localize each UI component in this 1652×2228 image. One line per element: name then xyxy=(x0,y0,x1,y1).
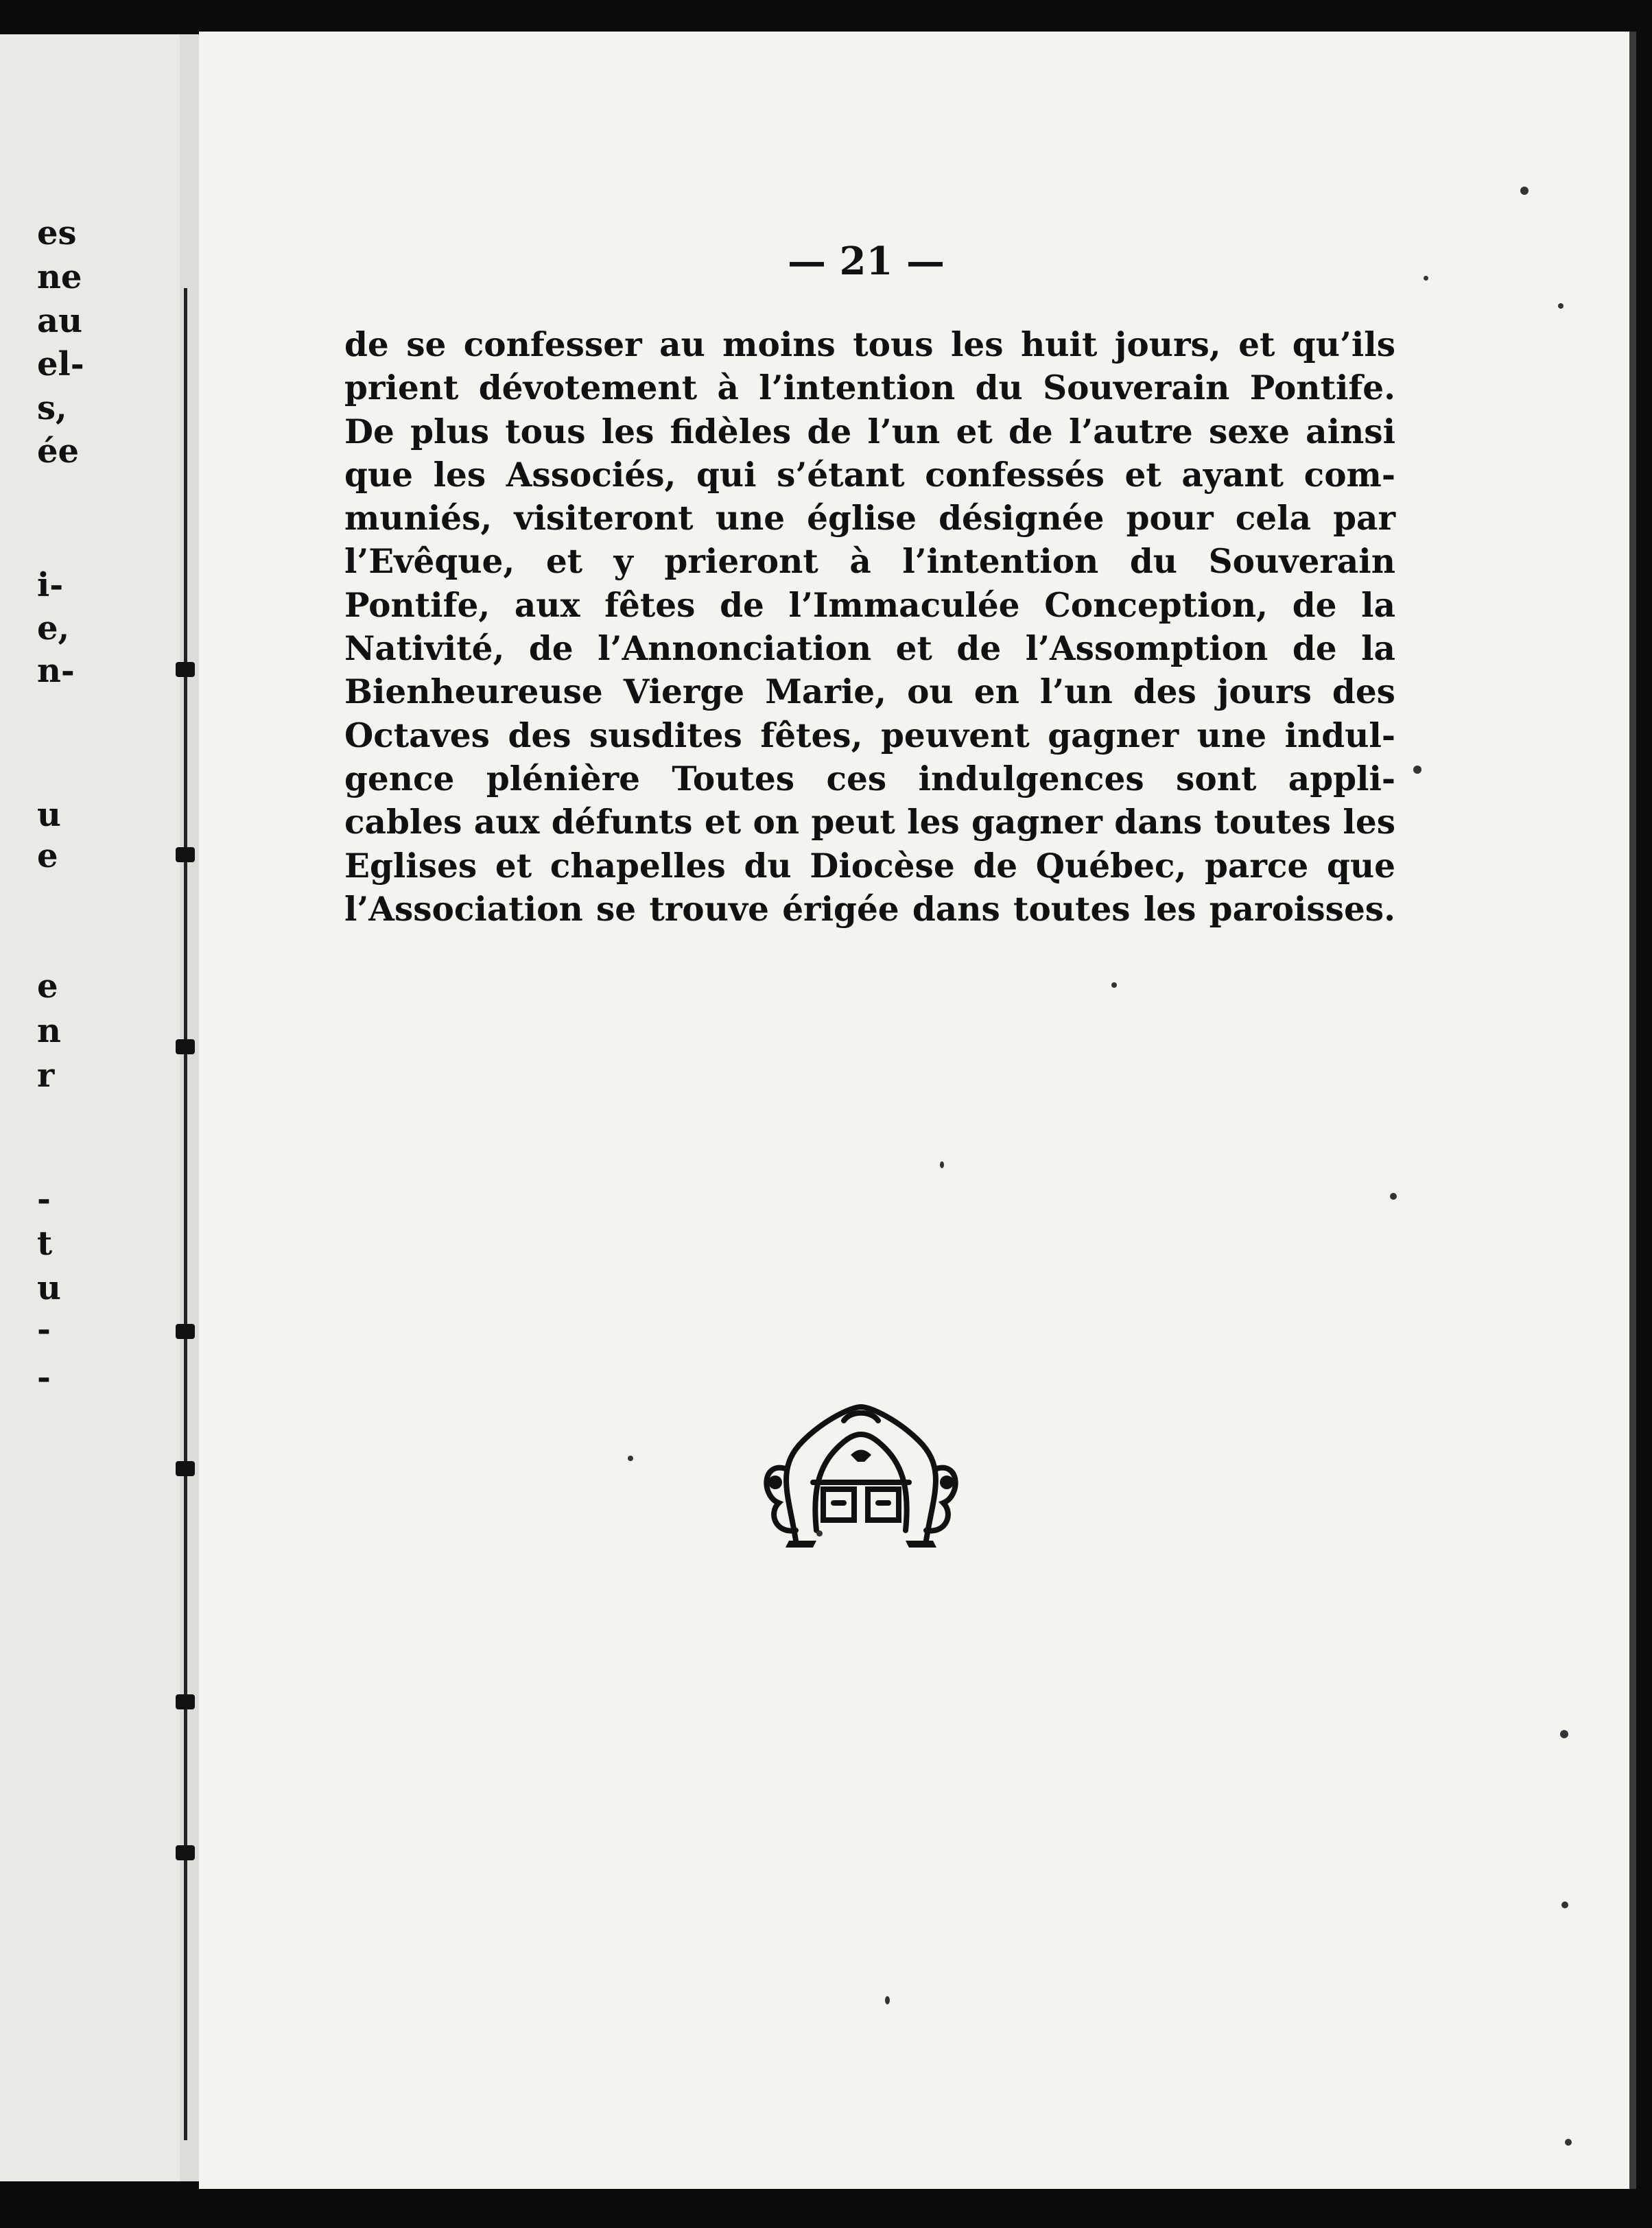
facing-page-fragment: - xyxy=(37,1180,51,1218)
ink-speck xyxy=(1565,2139,1572,2146)
facing-page-fragment: s, xyxy=(37,389,67,427)
facing-page-fragment: el- xyxy=(37,345,84,383)
facing-page-fragment: - xyxy=(37,1310,51,1349)
ink-speck xyxy=(1558,303,1564,309)
text-line: muniés, visiteront une église désignée pour cela par xyxy=(344,499,1395,538)
binding-stitch xyxy=(176,847,195,862)
ink-speck xyxy=(885,1996,890,2004)
binding-stitch xyxy=(176,1694,195,1709)
facing-page-fragment: u xyxy=(37,796,61,834)
ink-speck xyxy=(1560,1730,1568,1738)
binding-stitch xyxy=(176,1845,195,1860)
facing-page-fragment: n- xyxy=(37,652,75,690)
text-line: l’Association se trouve érigée dans toutes les paroisses. xyxy=(344,889,1395,929)
ink-speck xyxy=(940,1161,944,1168)
facing-page-fragment: au xyxy=(37,302,82,340)
ink-speck xyxy=(1111,982,1117,988)
text-line: prient dévotement à l’intention du Souverain Pontife. xyxy=(344,368,1395,408)
text-line: l’Evêque, et y prieront à l’intention du Souverain xyxy=(344,542,1395,582)
ink-speck xyxy=(1413,766,1421,774)
binding-stitch xyxy=(176,662,195,677)
book-page xyxy=(199,32,1636,2189)
facing-page-fragment: ne xyxy=(37,258,82,296)
body-text xyxy=(344,323,1395,931)
facing-page-fragment: es xyxy=(37,214,77,252)
facing-page-fragment: ée xyxy=(37,432,80,471)
facing-page-fragment: e xyxy=(37,967,58,1006)
binding-stitch xyxy=(176,1461,195,1476)
text-line: Pontife, aux fêtes de l’Immaculée Conception, de la xyxy=(344,585,1395,625)
text-line: Octaves des susdites fêtes, peuvent gagner une indul- xyxy=(344,715,1395,755)
page-number: — 21 — xyxy=(788,239,945,284)
facing-page-fragment: e, xyxy=(37,609,70,648)
binding-thread xyxy=(184,288,187,2140)
text-line: de se confesser au moins tous les huit jours, et qu’ils xyxy=(344,325,1395,364)
text-line: Eglises et chapelles du Diocèse de Québec, parce que xyxy=(344,846,1395,886)
ink-speck xyxy=(1424,276,1428,281)
ink-speck xyxy=(816,1530,823,1537)
text-line: cables aux défunts et on peut les gagner dans toutes les xyxy=(344,803,1395,842)
facing-page-fragment: - xyxy=(37,1358,51,1397)
text-line: que les Associés, qui s’étant confessés et ayant com- xyxy=(344,455,1395,495)
facing-page-fragment: t xyxy=(37,1224,53,1263)
facing-page-fragment: r xyxy=(37,1056,55,1095)
binding-stitch xyxy=(176,1324,195,1339)
text-line: De plus tous les fidèles de l’un et de l’autre sexe ainsi xyxy=(344,412,1395,451)
facing-page-fragment: e xyxy=(37,837,58,875)
text-line: Nativité, de l’Annonciation et de l’Assomption de la xyxy=(344,629,1395,669)
facing-page-text xyxy=(0,34,180,2181)
binding-stitch xyxy=(176,1039,195,1054)
ink-speck xyxy=(1520,187,1529,195)
facing-page xyxy=(0,34,184,2181)
ink-speck xyxy=(1561,1901,1568,1908)
ink-speck xyxy=(628,1456,633,1461)
monogram-ornament-icon xyxy=(748,1393,974,1551)
facing-page-fragment: i- xyxy=(37,566,64,604)
facing-page-fragment: u xyxy=(37,1269,61,1307)
facing-page-fragment: n xyxy=(37,1012,61,1050)
ink-speck xyxy=(1390,1193,1397,1200)
text-line: Bienheureuse Vierge Marie, ou en l’un des jours des xyxy=(344,672,1395,712)
text-line: gence plénière Toutes ces indulgences sont appli- xyxy=(344,759,1395,798)
